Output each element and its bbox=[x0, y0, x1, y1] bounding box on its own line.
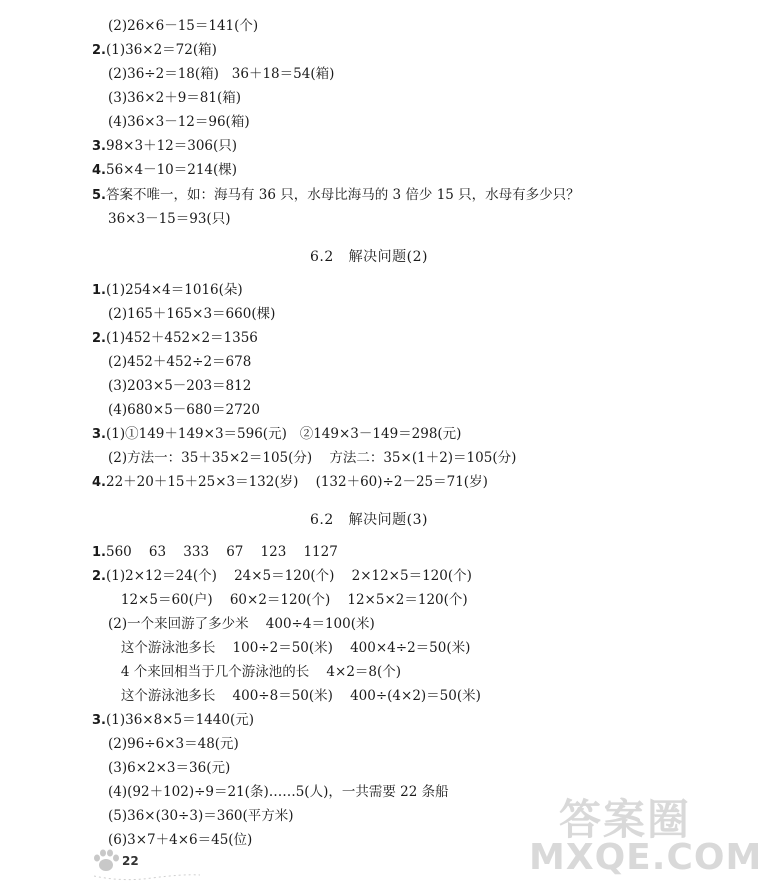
answer-line: (2)方法一：35＋35×2＝105(分) 方法二：35×(1＋2)＝105(分) bbox=[108, 450, 517, 466]
answer-line: (2)26×6－15＝141(个) bbox=[108, 18, 259, 34]
answer-line: (4)680×5－680＝2720 bbox=[108, 402, 260, 418]
answer-line: 这个游泳池多长 100÷2＝50(米) 400×4÷2＝50(米) bbox=[108, 640, 471, 656]
answer-line: (5)36×(30÷3)＝360(平方米) bbox=[108, 808, 294, 824]
answer-line: (2)一个来回游了多少米 400÷4＝100(米) bbox=[108, 616, 375, 632]
answer-line: (4)36×3－12＝96(箱) bbox=[108, 114, 250, 130]
answer-line: 12×5＝60(户) 60×2＝120(个) 12×5×2＝120(个) bbox=[108, 592, 468, 608]
answer-line: 4.56×4－10＝214(棵) bbox=[92, 162, 238, 178]
answer-line: (2)165＋165×3＝660(棵) bbox=[108, 306, 276, 322]
answer-line: 3.98×3＋12＝306(只) bbox=[92, 138, 238, 154]
answer-line: 3.(1)36×8×5＝1440(元) bbox=[92, 712, 254, 728]
answer-line: (2)96÷6×3＝48(元) bbox=[108, 736, 239, 752]
answer-line: 2.(1)2×12＝24(个) 24×5＝120(个) 2×12×5＝120(个) bbox=[92, 568, 472, 584]
answer-line: (2)452＋452÷2＝678 bbox=[108, 354, 252, 370]
answer-line: 3.(1)①149＋149×3＝596(元) ②149×3－149＝298(元) bbox=[92, 426, 462, 442]
answer-line: (3)6×2×3＝36(元) bbox=[108, 760, 231, 776]
answer-line: 36×3－15＝93(只) bbox=[108, 211, 231, 227]
answer-line: (4)(92＋102)÷9＝21(条)……5(人)，一共需要 22 条船 bbox=[108, 784, 449, 800]
watermark-text: 答案圈 bbox=[559, 795, 692, 844]
answer-line: 5.答案不唯一，如：海马有 36 只，水母比海马的 3 倍少 15 只，水母有多少只？ bbox=[92, 187, 580, 203]
answer-line: (3)36×2＋9＝81(箱) bbox=[108, 90, 242, 106]
answer-line: 2.(1)36×2＝72(箱) bbox=[92, 42, 217, 58]
dotted-decoration bbox=[92, 872, 202, 882]
section-heading: 6.2 解决问题(2) bbox=[310, 249, 428, 265]
answer-line: 这个游泳池多长 400÷8＝50(米) 400÷(4×2)＝50(米) bbox=[108, 688, 481, 704]
page-footer bbox=[92, 848, 202, 878]
answer-line: 1.560 63 333 67 123 1127 bbox=[92, 544, 338, 560]
answer-line: (3)203×5－203＝812 bbox=[108, 378, 252, 394]
section-heading: 6.2 解决问题(3) bbox=[310, 512, 428, 528]
answer-line: 4.22＋20＋15＋25×3＝132(岁) (132＋60)÷2－25＝71(岁) bbox=[92, 474, 488, 490]
watermark-url: MXQE.COM bbox=[529, 837, 762, 878]
answer-line: 4 个来回相当于几个游泳池的长 4×2＝8(个) bbox=[108, 664, 402, 680]
answer-line: (2)36÷2＝18(箱) 36＋18＝54(箱) bbox=[108, 66, 335, 82]
paw-icon bbox=[92, 848, 120, 874]
page-number: 22 bbox=[122, 854, 139, 868]
watermark-logo bbox=[519, 787, 762, 882]
answer-line: 2.(1)452＋452×2＝1356 bbox=[92, 330, 258, 346]
answer-line: (6)3×7＋4×6＝45(位) bbox=[108, 832, 253, 848]
answer-line: 1.(1)254×4＝1016(朵) bbox=[92, 282, 243, 298]
